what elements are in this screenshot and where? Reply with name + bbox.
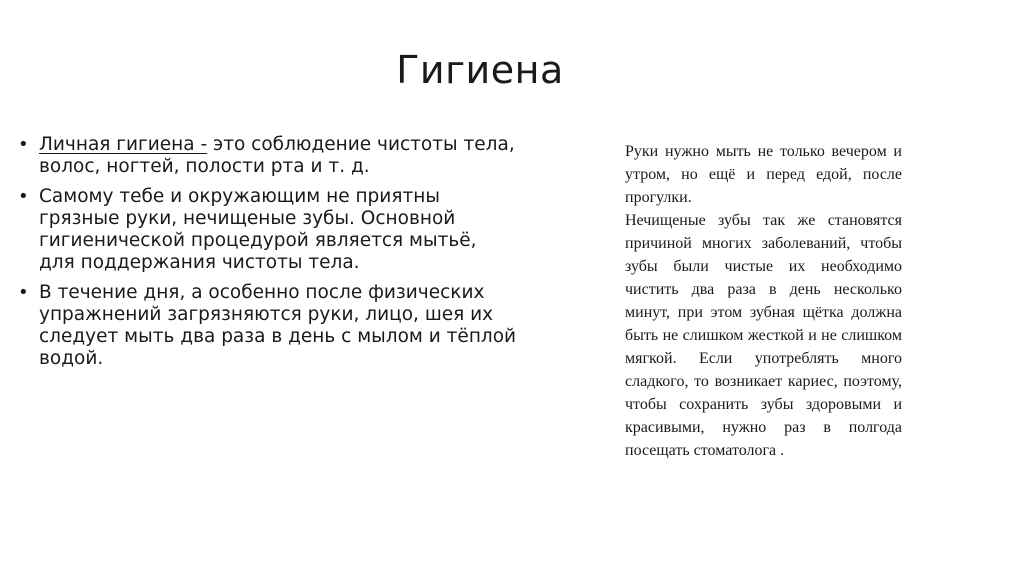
right-paragraph: Руки нужно мыть не только вечером и утром, но ещё и перед едой, после прогулки. — [625, 143, 902, 206]
bullet-item — [18, 282, 518, 370]
bullet-dot-icon: • — [18, 282, 29, 303]
bullet-text: это соблюдение чистоты тела, волос, ногтей, полости рта и т. д. — [39, 134, 515, 177]
right-paragraph: Нечищеные зубы так же становятся причиной многих заболеваний, чтобы зубы были чистые их необходимо чистить два раза в день несколько минут, при этом зубная щётка должна быть не слишком жесткой и не слишком мягкой. Если употреблять много сладкого, то возникает кариес, поэтому, чтобы сохранить зубы здоровыми и красивыми, нужно раз в полгода посещать стоматолога . — [625, 212, 902, 459]
slide-title: Гигиена — [396, 48, 564, 92]
bullet-list — [18, 134, 518, 378]
bullet-text: В течение дня, а особенно после физических упражнений загрязняются руки, лицо, шея их следует мыть два раза в день с мылом и тёплой водой. — [39, 282, 517, 369]
bullet-item — [18, 186, 518, 274]
right-text-block — [625, 140, 902, 462]
bullet-text: Самому тебе и окружающим не приятны грязные руки, нечищеные зубы. Основной гигиенической процедурой является мытьё, для поддержания чистоты тела. — [39, 186, 477, 273]
bullet-dot-icon: • — [18, 186, 29, 207]
bullet-dot-icon: • — [18, 134, 29, 155]
bullet-item — [18, 134, 518, 178]
bullet-underlined-term: Личная гигиена - — [39, 134, 208, 155]
